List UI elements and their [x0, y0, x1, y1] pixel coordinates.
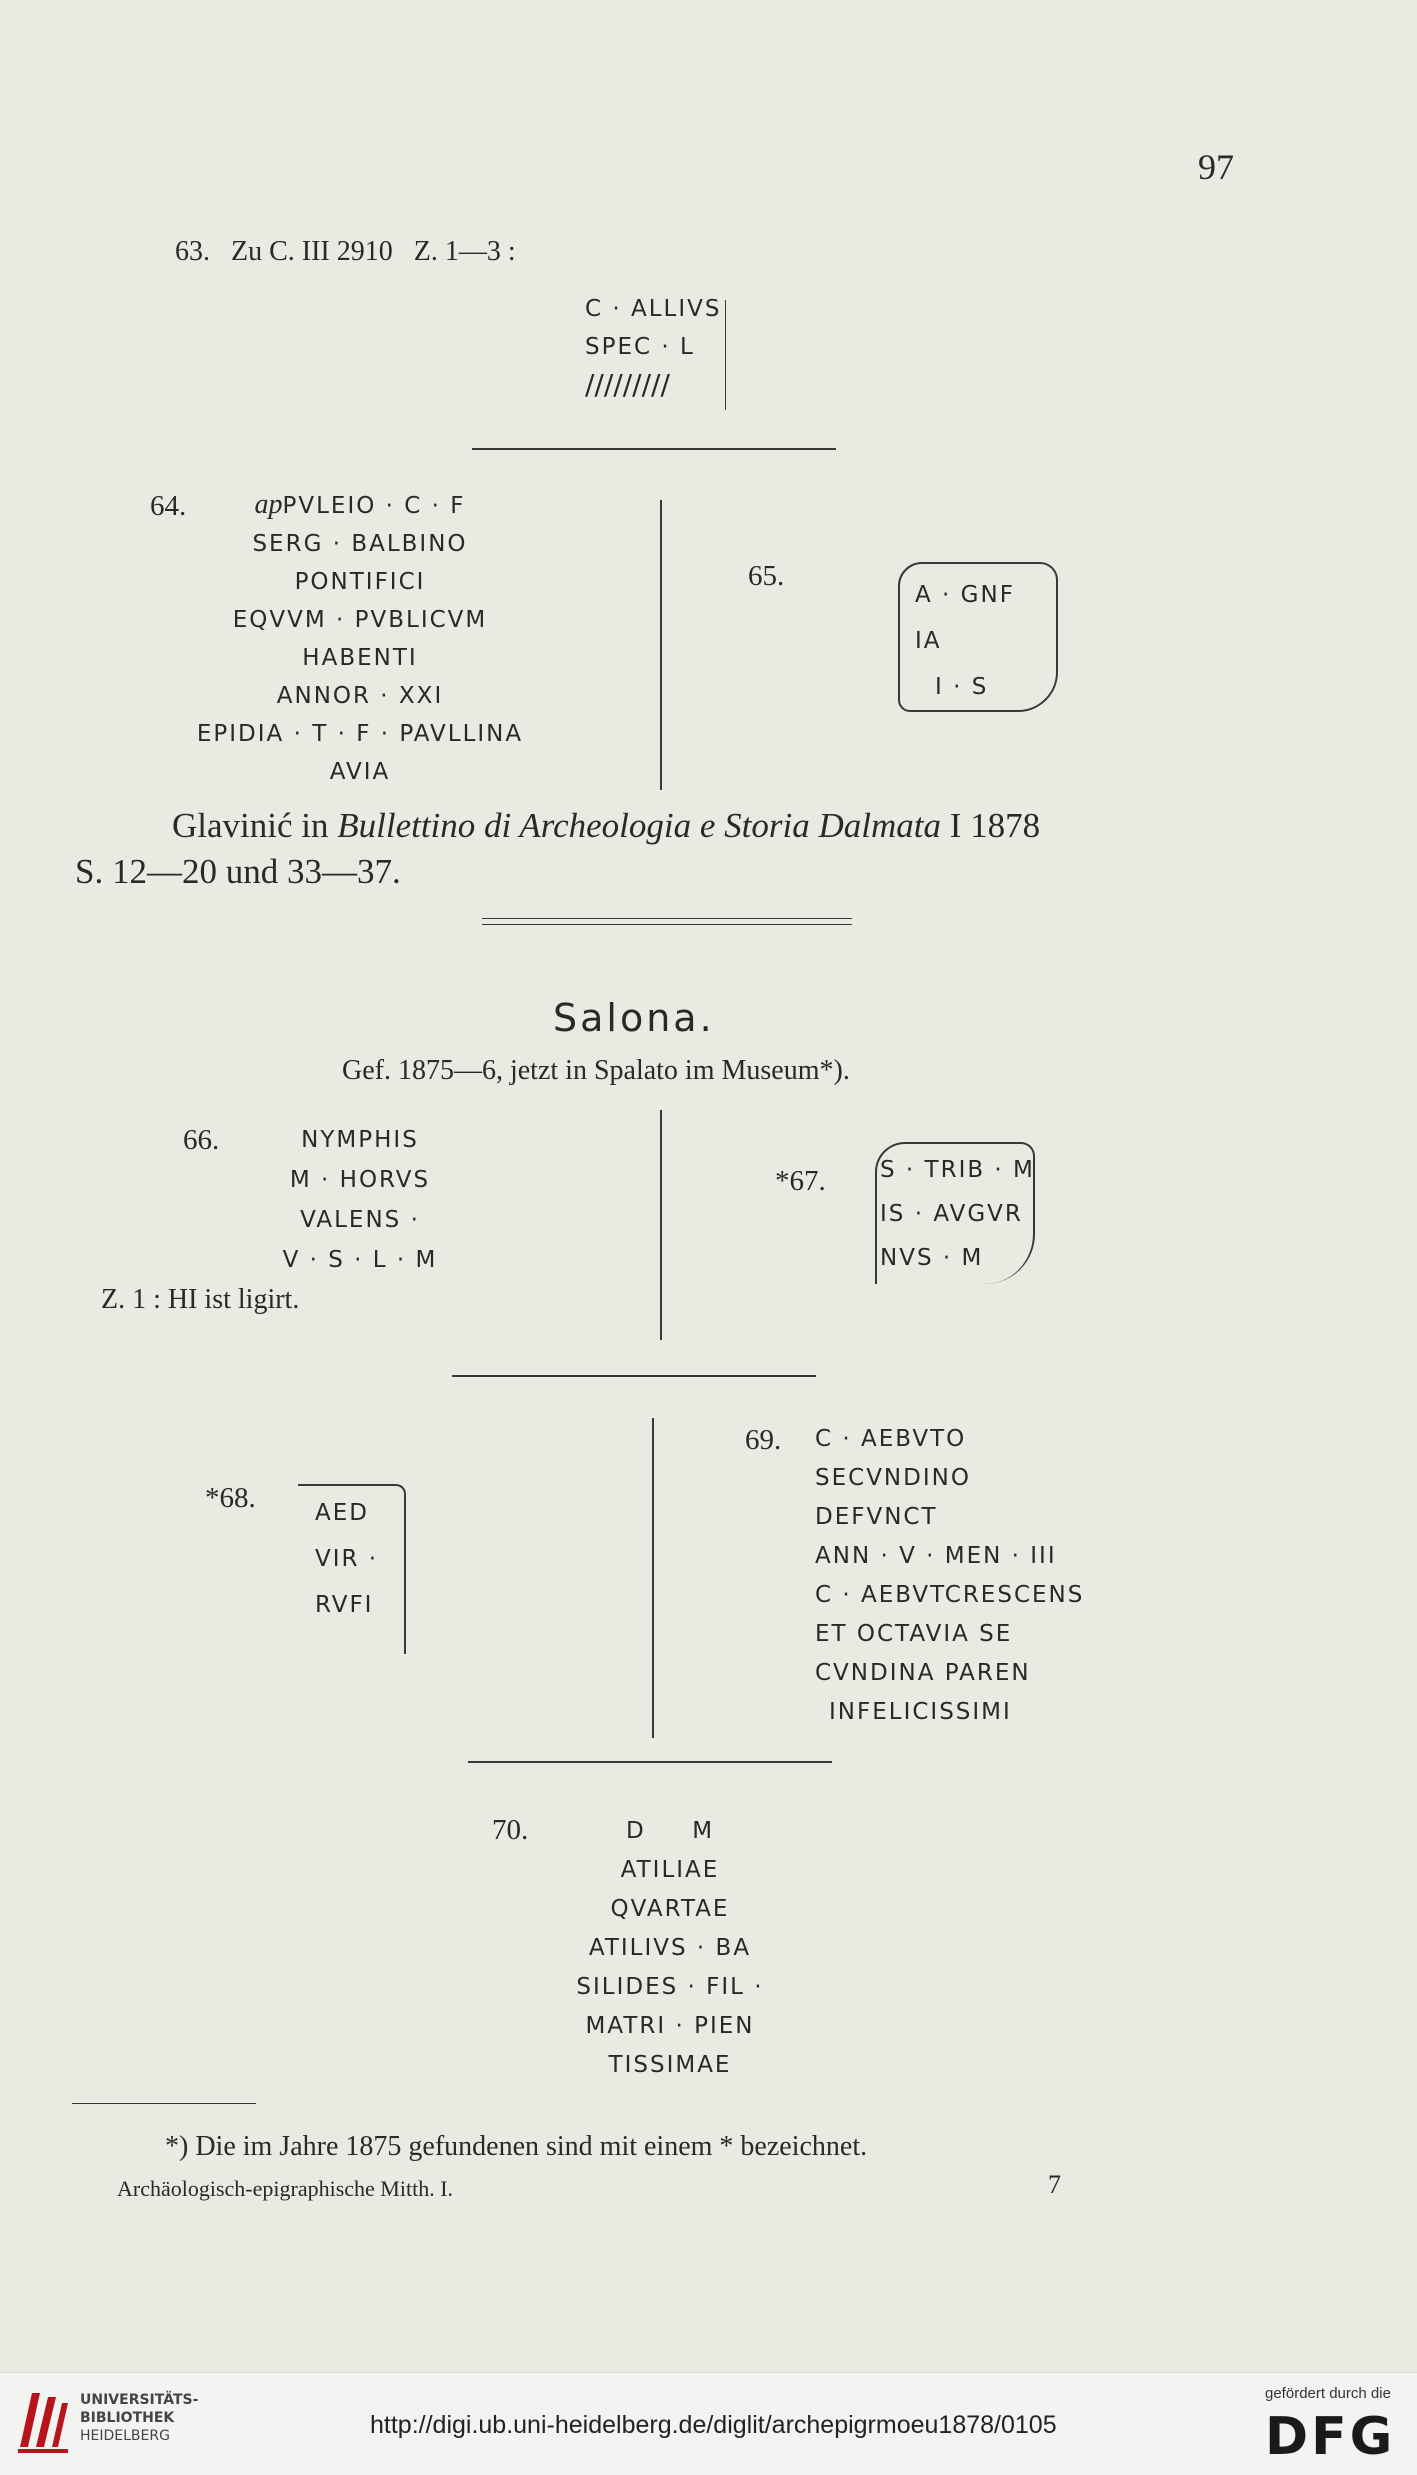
section-subtitle: Gef. 1875—6, jetzt in Spalato im Museum*). [342, 1055, 850, 1086]
section-63-inscription [585, 290, 735, 404]
inscription-line: VIR · [315, 1546, 379, 1572]
permalink-url[interactable]: http://digi.ub.uni-heidelberg.de/diglit/archepigrmoeu1878/0105 [370, 2411, 1057, 2439]
library-footer-bar [0, 2372, 1417, 2475]
section-64-number: 64. [150, 490, 187, 522]
inscription-line: ///////// [585, 368, 670, 401]
section-70-inscription [520, 1812, 820, 2085]
inscription-line: AVIA [329, 759, 391, 785]
library-seal-icon [14, 2387, 72, 2459]
inscription-line: ANNOR · XXI [276, 683, 444, 709]
inscription-line: VALENS · [300, 1207, 420, 1233]
divider [452, 1375, 816, 1377]
inscription-line: EPIDIA · T · F · PAVLLINA [196, 721, 524, 747]
section-68-number: *68. [205, 1482, 256, 1514]
section-65-number: 65. [748, 560, 785, 592]
inscription-line: PVLEIO · C · F [282, 493, 466, 519]
library-logo [14, 2387, 72, 2459]
column-divider [660, 500, 662, 790]
section-65-inscription [915, 572, 1055, 710]
section-63-heading: 63. Zu C. III 2910 Z. 1—3 : [175, 236, 516, 267]
citation-line-1 [172, 806, 1040, 846]
section-title: Salona. [553, 996, 715, 1040]
funding-note: gefördert durch die [1265, 2385, 1391, 2402]
column-divider [660, 1110, 662, 1340]
citation-author: Glavinić in [172, 806, 338, 845]
inscription-line: ANN · V · MEN · III [815, 1543, 1057, 1569]
inscription-line: PONTIFICI [294, 569, 426, 595]
inscription-line: C · ALLIVS [585, 296, 722, 322]
inscription-line: AED [315, 1500, 369, 1526]
inscription-line: S · TRIB · M [880, 1157, 1035, 1183]
inscription-line: INFELICISSIMI [829, 1699, 1012, 1725]
footnote: *) Die im Jahre 1875 gefundenen sind mit einem * bezeichnet. [165, 2131, 868, 2162]
inscription-line: SERG · BALBINO [252, 531, 468, 557]
inscription-line: EQVVM · PVBLICVM [232, 607, 488, 633]
footnote-rule [72, 2103, 256, 2104]
citation-volume: I 1878 [940, 806, 1041, 845]
inscription-line: M · HORVS [289, 1167, 431, 1193]
section-66-number: 66. [183, 1124, 220, 1156]
section-69-inscription [815, 1420, 1115, 1732]
section-70-number: 70. [492, 1814, 529, 1846]
divider [472, 448, 836, 450]
inscription-line: IA [915, 628, 942, 654]
inscription-line: IS · AVGVR [880, 1201, 1023, 1227]
page-number: 97 [1198, 147, 1234, 187]
inscription-line: QVARTAE [610, 1896, 730, 1922]
library-name-line: UNIVERSITÄTS- [80, 2392, 199, 2408]
inscription-line: ET OCTAVIA SE [815, 1621, 1013, 1647]
running-footer-right: 7 [1048, 2170, 1061, 2199]
citation-title: Bullettino di Archeologia e Storia Dalmata [337, 806, 941, 845]
inscription-line: ATILIAE [620, 1857, 720, 1883]
inscription-line: TISSIMAE [608, 2052, 732, 2078]
inscription-line: D M [625, 1818, 715, 1844]
citation-line-2: S. 12—20 und 33—37. [75, 852, 401, 891]
inscription-line: NVS · M [880, 1245, 984, 1271]
fragment-edge [725, 300, 726, 410]
inscription-line: DEFVNCT [815, 1504, 938, 1530]
inscription-line: HABENTI [302, 645, 418, 671]
section-64-inscription [155, 486, 565, 791]
section-66-inscription [250, 1120, 470, 1280]
divider [468, 1761, 832, 1763]
library-name-line: BIBLIOTHEK [80, 2410, 175, 2426]
section-68-inscription [315, 1490, 405, 1628]
inscription-line: SPEC · L [585, 334, 695, 360]
section-69-number: 69. [745, 1424, 782, 1456]
section-67-number: *67. [775, 1165, 826, 1197]
inscription-prefix: ap [254, 489, 283, 520]
inscription-line: NYMPHIS [301, 1127, 419, 1153]
inscription-line: C · AEBVTCRESCENS [815, 1582, 1085, 1608]
inscription-line: RVFI [315, 1592, 374, 1618]
inscription-line: MATRI · PIEN [585, 2013, 755, 2039]
section-66-note: Z. 1 : HI ist ligirt. [101, 1284, 300, 1315]
inscription-line: C · AEBVTO [815, 1426, 967, 1452]
inscription-line: I · S [935, 674, 989, 700]
inscription-line: SILIDES · FIL · [576, 1974, 764, 2000]
inscription-line: ATILIVS · BA [588, 1935, 752, 1961]
inscription-line: SECVNDINO [815, 1465, 971, 1491]
running-footer-left: Archäologisch-epigraphische Mitth. I. [117, 2176, 454, 2201]
inscription-line: CVNDINA PAREN [815, 1660, 1031, 1686]
double-rule [482, 918, 852, 919]
library-name-line: HEIDELBERG [80, 2428, 170, 2444]
double-rule [482, 924, 852, 925]
inscription-line: V · S · L · M [282, 1247, 438, 1273]
dfg-logo: DFG [1265, 2407, 1396, 2467]
column-divider [652, 1418, 654, 1738]
inscription-line: A · GNF [915, 582, 1015, 608]
section-67-inscription [880, 1148, 1035, 1280]
